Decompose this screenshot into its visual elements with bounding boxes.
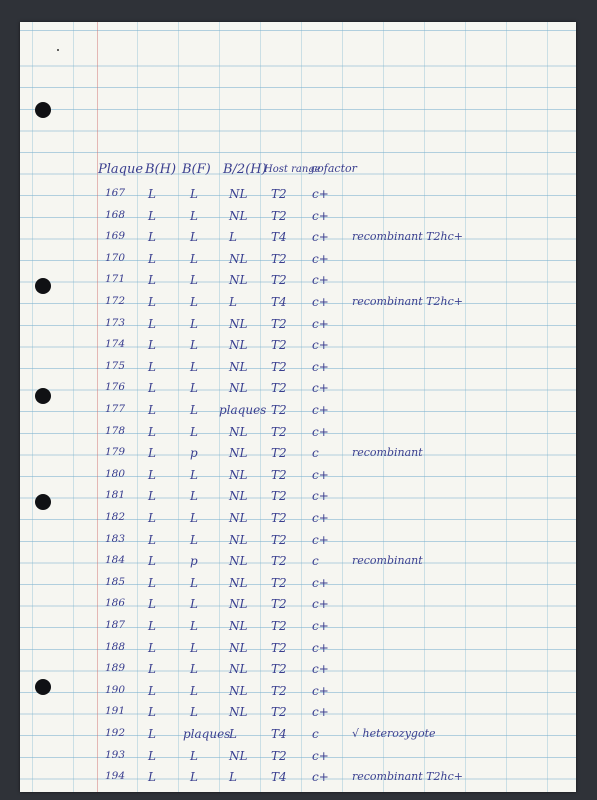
cell-plaque: 183: [105, 532, 126, 545]
cell-cof: c+: [312, 424, 329, 439]
punch-hole: [35, 278, 51, 294]
punch-hole: [35, 494, 51, 510]
cell-bh: L: [148, 187, 156, 201]
cell-bf: L: [190, 230, 198, 245]
cell-plaque: 170: [105, 251, 126, 264]
cell-note: recombinant T2hc+: [352, 295, 463, 308]
cell-bf: L: [190, 489, 198, 504]
cell-bh: L: [148, 295, 156, 309]
cell-cof: c+: [312, 187, 329, 201]
cell-bh: L: [148, 230, 156, 245]
cell-bf: plaques: [183, 727, 231, 741]
cell-bf: L: [190, 316, 198, 331]
cell-bf: L: [190, 511, 198, 525]
cell-host: T2: [271, 446, 287, 461]
cell-bh: L: [148, 770, 156, 785]
cell-cof: c+: [312, 403, 329, 417]
cell-bh: L: [148, 532, 156, 547]
cell-bh: L: [148, 467, 156, 482]
cell-cof: c+: [312, 532, 329, 547]
cell-cof: c+: [312, 597, 329, 612]
cell-cof: c+: [312, 662, 329, 677]
cell-bf: L: [190, 532, 198, 547]
cell-b2h: NL: [229, 748, 248, 763]
cell-plaque: 180: [105, 467, 126, 480]
cell-bh: L: [148, 662, 156, 677]
cell-host: T2: [271, 251, 287, 266]
cell-host: T2: [271, 597, 287, 612]
cell-plaque: 177: [105, 403, 126, 415]
cell-bf: L: [190, 705, 198, 720]
cell-b2h: NL: [229, 489, 248, 504]
cell-cof: c+: [312, 230, 329, 245]
cell-bf: L: [190, 619, 198, 633]
cell-plaque: 168: [105, 208, 126, 221]
cell-bf: L: [190, 467, 198, 482]
cell-bf: L: [190, 597, 198, 612]
cell-b2h: NL: [229, 640, 248, 655]
cell-b2h: NL: [229, 446, 248, 461]
cell-host: T2: [271, 316, 287, 331]
cell-b2h: NL: [229, 338, 248, 353]
cell-bf: L: [190, 208, 198, 223]
cell-bf: L: [190, 187, 198, 201]
punch-hole: [35, 388, 51, 404]
cell-cof: c+: [312, 748, 329, 763]
cell-bf: L: [190, 295, 198, 309]
cell-plaque: 179: [105, 446, 126, 459]
cell-note: recombinant: [352, 446, 423, 460]
cell-plaque: 171: [105, 273, 126, 286]
cell-bh: L: [148, 446, 156, 461]
cell-host: T2: [271, 532, 287, 547]
cell-host: T2: [271, 683, 287, 698]
cell-bh: L: [148, 424, 156, 439]
cell-b2h: NL: [229, 511, 248, 525]
cell-plaque: 169: [105, 230, 126, 243]
cell-bf: L: [190, 403, 198, 417]
cell-cof: c+: [312, 338, 329, 353]
cell-bf: L: [190, 662, 198, 677]
cell-cof: c+: [312, 273, 329, 288]
cell-bh: L: [148, 489, 156, 504]
cell-cof: c+: [312, 770, 329, 785]
cell-bh: L: [148, 640, 156, 655]
cell-b2h: NL: [229, 683, 248, 698]
cell-plaque: 192: [105, 727, 126, 739]
cell-bh: L: [148, 705, 156, 720]
header-plaque: Plaque: [98, 162, 144, 177]
cell-b2h: NL: [229, 359, 248, 374]
cell-bh: L: [148, 511, 156, 525]
cell-b2h: L: [229, 230, 237, 245]
cell-note: recombinant: [352, 554, 423, 568]
cell-plaque: 184: [105, 554, 126, 567]
cell-host: T2: [271, 381, 287, 396]
cell-host: T4: [271, 770, 287, 785]
cell-b2h: NL: [229, 381, 248, 396]
header-b2h: B/2(H): [223, 162, 267, 177]
cell-plaque: 186: [105, 597, 126, 610]
notebook-page: [20, 22, 576, 792]
cell-b2h: NL: [229, 532, 248, 547]
cell-bf: L: [190, 273, 198, 288]
cell-note: recombinant T2hc+: [352, 230, 463, 244]
cell-bf: L: [190, 683, 198, 698]
header-bf: B(F): [182, 162, 211, 177]
cell-bh: L: [148, 554, 156, 569]
cell-host: T2: [271, 273, 287, 288]
cell-plaque: 175: [105, 359, 126, 372]
cell-plaque: 191: [105, 705, 126, 718]
cell-plaque: 194: [105, 770, 126, 783]
punch-hole: [35, 679, 51, 695]
cell-b2h: L: [229, 295, 237, 309]
cell-b2h: NL: [229, 619, 248, 633]
cell-b2h: NL: [229, 424, 248, 439]
cell-host: T2: [271, 640, 287, 655]
cell-plaque: 189: [105, 662, 126, 675]
cell-b2h: NL: [229, 705, 248, 720]
cell-cof: c+: [312, 316, 329, 331]
cell-bh: L: [148, 575, 156, 590]
cell-plaque: 182: [105, 511, 126, 523]
cell-plaque: 188: [105, 640, 126, 653]
cell-b2h: NL: [229, 316, 248, 331]
cell-note: √ heterozygote: [352, 727, 436, 740]
cell-cof: c+: [312, 705, 329, 720]
cell-cof: c: [312, 554, 319, 569]
cell-host: T2: [271, 424, 287, 439]
cell-host: T2: [271, 705, 287, 720]
cell-bh: L: [148, 273, 156, 288]
cell-plaque: 178: [105, 424, 126, 437]
cell-host: T2: [271, 662, 287, 677]
cell-b2h: NL: [229, 597, 248, 612]
cell-host: T2: [271, 467, 287, 482]
cell-bh: L: [148, 683, 156, 698]
cell-cof: c+: [312, 381, 329, 396]
cell-bh: L: [148, 316, 156, 331]
cell-plaque: 174: [105, 338, 126, 351]
cell-bh: L: [148, 338, 156, 353]
cell-bf: L: [190, 251, 198, 266]
cell-host: T2: [271, 748, 287, 763]
cell-host: T2: [271, 511, 287, 525]
cell-b2h: NL: [229, 187, 248, 201]
cell-plaque: 193: [105, 748, 126, 761]
ink-dot: [57, 49, 59, 51]
cell-b2h: plaques: [219, 403, 267, 417]
cell-bf: L: [190, 748, 198, 763]
cell-bf: L: [190, 338, 198, 353]
cell-cof: c+: [312, 208, 329, 223]
cell-host: T2: [271, 359, 287, 374]
cell-bf: L: [190, 424, 198, 439]
cell-bh: L: [148, 251, 156, 266]
cell-cof: c+: [312, 359, 329, 374]
cell-b2h: NL: [229, 575, 248, 590]
cell-host: T2: [271, 338, 287, 353]
cell-b2h: NL: [229, 251, 248, 266]
cell-note: recombinant T2hc+: [352, 770, 463, 784]
cell-plaque: 190: [105, 683, 126, 696]
cell-bf: L: [190, 640, 198, 655]
cell-plaque: 187: [105, 619, 126, 631]
cell-cof: c: [312, 727, 319, 741]
cell-b2h: NL: [229, 554, 248, 569]
cell-cof: c+: [312, 619, 329, 633]
cell-host: T4: [271, 295, 287, 309]
cell-b2h: NL: [229, 467, 248, 482]
header-bh: B(H): [145, 162, 177, 177]
cell-plaque: 181: [105, 489, 126, 502]
cell-b2h: L: [229, 727, 237, 741]
cell-bf: p: [190, 554, 198, 569]
cell-cof: c+: [312, 489, 329, 504]
cell-cof: c+: [312, 295, 329, 309]
cell-cof: c+: [312, 575, 329, 590]
cell-bh: L: [148, 208, 156, 223]
punch-hole: [35, 102, 51, 118]
cell-b2h: NL: [229, 208, 248, 223]
cell-bf: p: [190, 446, 198, 461]
cell-bf: L: [190, 381, 198, 396]
header-cofactor: cofactor: [311, 162, 357, 175]
cell-host: T4: [271, 727, 287, 741]
cell-bh: L: [148, 381, 156, 396]
cell-bh: L: [148, 403, 156, 417]
cell-plaque: 176: [105, 381, 126, 394]
cell-b2h: NL: [229, 273, 248, 288]
cell-host: T2: [271, 554, 287, 569]
cell-bf: L: [190, 770, 198, 785]
cell-host: T4: [271, 230, 287, 245]
header-host-range: Host range: [264, 164, 321, 175]
cell-cof: c+: [312, 511, 329, 525]
cell-bh: L: [148, 727, 156, 741]
cell-cof: c+: [312, 467, 329, 482]
cell-bf: L: [190, 359, 198, 374]
cell-host: T2: [271, 403, 287, 417]
cell-cof: c+: [312, 640, 329, 655]
cell-host: T2: [271, 187, 287, 201]
cell-bh: L: [148, 359, 156, 374]
cell-plaque: 167: [105, 187, 126, 199]
cell-bf: L: [190, 575, 198, 590]
cell-bh: L: [148, 619, 156, 633]
cell-plaque: 173: [105, 316, 126, 329]
cell-host: T2: [271, 489, 287, 504]
cell-plaque: 185: [105, 575, 126, 588]
cell-plaque: 172: [105, 295, 126, 307]
cell-cof: c+: [312, 683, 329, 698]
cell-bh: L: [148, 748, 156, 763]
cell-host: T2: [271, 619, 287, 633]
cell-host: T2: [271, 208, 287, 223]
cell-cof: c: [312, 446, 319, 461]
margin-line: [97, 22, 98, 792]
cell-bh: L: [148, 597, 156, 612]
cell-b2h: L: [229, 770, 237, 785]
cell-b2h: NL: [229, 662, 248, 677]
cell-cof: c+: [312, 251, 329, 266]
cell-host: T2: [271, 575, 287, 590]
